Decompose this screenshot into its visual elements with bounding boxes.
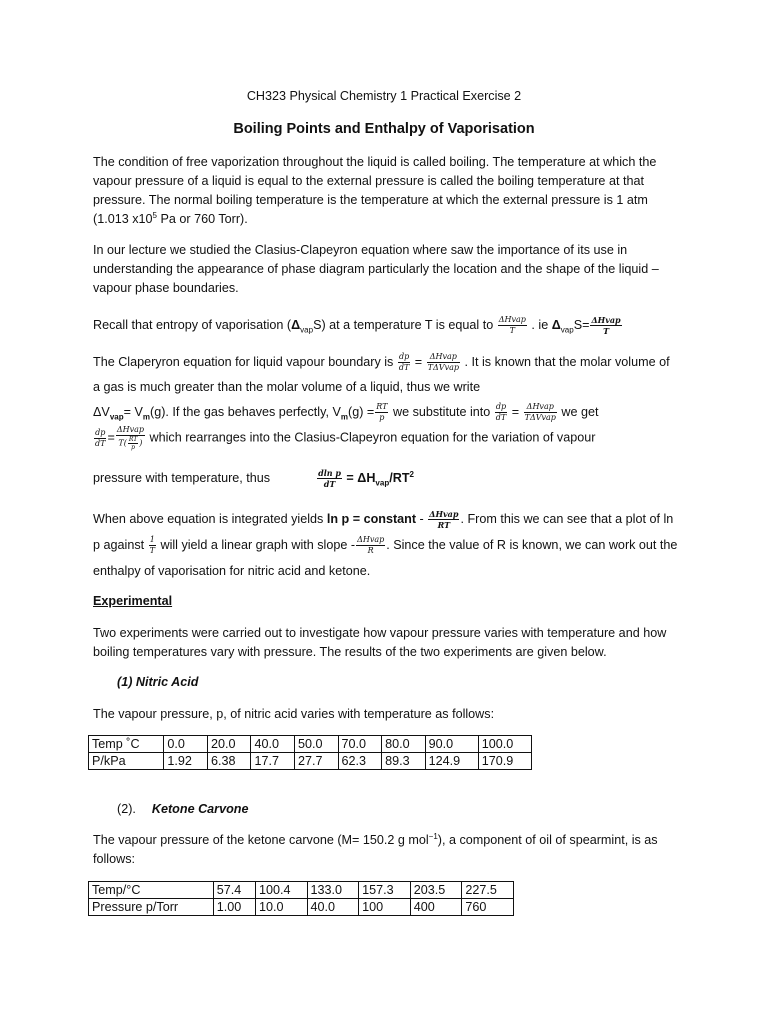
table-cell: 0.0 — [164, 736, 208, 753]
table-cell: 124.9 — [425, 753, 478, 770]
table-cell: 80.0 — [382, 736, 426, 753]
table-cell: 1.00 — [213, 899, 255, 916]
table-row — [89, 899, 514, 916]
table-cell: Pressure p/Torr — [89, 899, 214, 916]
experimental-heading: Experimental — [93, 594, 173, 608]
entropy-paragraph: Recall that entropy of vaporisation $(\Delta_{vap}S)$ at a temperature T is equal to ΔHvap T . ie $\Delta_{vap}S=$ ΔHvap T — [93, 315, 621, 337]
table-cell: 170.9 — [478, 753, 531, 770]
ketone-label-row: (2). Ketone Carvone — [117, 802, 249, 816]
table-cell: 20.0 — [207, 736, 251, 753]
nitric-acid-label: (1) Nitric Acid — [117, 675, 199, 689]
table-cell: 89.3 — [382, 753, 426, 770]
table-cell: 1.92 — [164, 753, 208, 770]
table-cell: 6.38 — [207, 753, 251, 770]
table-cell: 203.5 — [410, 882, 462, 899]
table-cell: 100.0 — [478, 736, 531, 753]
experimental-paragraph: Two experiments were carried out to investigate how vapour pressure varies with temperature and how boiling temperatures vary with pressure. The results of the two experiments are given below. — [93, 626, 667, 659]
table-cell: P/kPa — [89, 753, 164, 770]
clapeyron-paragraph: The Claperyron equation for liquid vapour boundary is $\frac{dp}{dT}$ = ΔHvap TΔVvap . It is known that the molar volume of a gas is much greater than the molar volume of a liquid, thus we write $\Delta V_{vap}= V_m(g)$. If the gas behaves perfectly, $V_m(g)$ = $\frac{RT}{p}$ we substitute into $\frac{dp}{dT}$ = ΔHvap TΔVvap we get $\frac{dp}{dT}$ = ΔHvap T( $\frac{RT}{p}$ ) which rearranges into the Clasius-Clapeyron equation for the variation of vapour — [93, 352, 670, 451]
nitric-acid-description: The vapour pressure, p, of nitric acid varies with temperature as follows: — [93, 707, 495, 721]
lecture-paragraph: In our lecture we studied the Clasius-Clapeyron equation where saw the importance of its use in understanding the appearance of phase diagram particularly the location and the shape of the liquid –vapour phase boundaries. — [93, 243, 659, 295]
table-cell: 17.7 — [251, 753, 295, 770]
table-cell: 10.0 — [255, 899, 307, 916]
table-cell: 57.4 — [213, 882, 255, 899]
table-cell: 400 — [410, 899, 462, 916]
table-cell: 40.0 — [307, 899, 359, 916]
table-cell: 70.0 — [338, 736, 382, 753]
intro-paragraph: The condition of free vaporization throughout the liquid is called boiling. The temperature at which the vapour pressure of a liquid is equal to the external pressure is called the boiling temperature at that pressure. The normal boiling temperature is the temperature at which the external pressure is 1 atm (1.013 $x10^5$ Pa or 760 Torr). — [93, 155, 657, 226]
table-row — [89, 753, 532, 770]
table-cell: Temp/°C — [89, 882, 214, 899]
table-cell: 760 — [462, 899, 514, 916]
course-title: CH323 Physical Chemistry 1 Practical Exercise 2 — [246, 89, 522, 103]
table-cell: 227.5 — [462, 882, 514, 899]
table-cell: 157.3 — [359, 882, 411, 899]
table-cell: 133.0 — [307, 882, 359, 899]
entropy-fraction-2: ΔHvap T — [591, 315, 621, 337]
table-cell: 27.7 — [295, 753, 339, 770]
table-cell: 100 — [359, 899, 411, 916]
table-cell: Temp ˚C — [89, 736, 164, 753]
table-row — [89, 882, 514, 899]
ketone-carvone-table — [88, 881, 514, 916]
clausius-result: pressure with temperature, thus $\frac{\text{dln p}}{dT}$ = $\Delta H_{vap}/RT^2$ — [93, 468, 414, 490]
table-cell: 40.0 — [251, 736, 295, 753]
table-cell: 90.0 — [425, 736, 478, 753]
entropy-fraction: ΔHvap T — [498, 315, 526, 336]
table-cell: 50.0 — [295, 736, 339, 753]
table-cell: 62.3 — [338, 753, 382, 770]
nitric-acid-table — [88, 735, 532, 770]
ketone-description: The vapour pressure of the ketone carvone (M= 150.2 g mol$^{-1}$), a component of oil of spearmint, is as follows: — [93, 831, 658, 866]
integrated-paragraph: When above equation is integrated yields ln p = constant - ΔHvap RT . From this we can see that a plot of ln p against $\frac{1}{T}$ will yield a linear graph with slope - ΔHvap R . Since the value of R is known, we can work out the enthalpy of vaporisation for nitric acid and ketone. — [93, 509, 678, 578]
table-row — [89, 736, 532, 753]
page-title: Boiling Points and Enthalpy of Vaporisation — [233, 121, 535, 137]
table-cell: 100.4 — [255, 882, 307, 899]
